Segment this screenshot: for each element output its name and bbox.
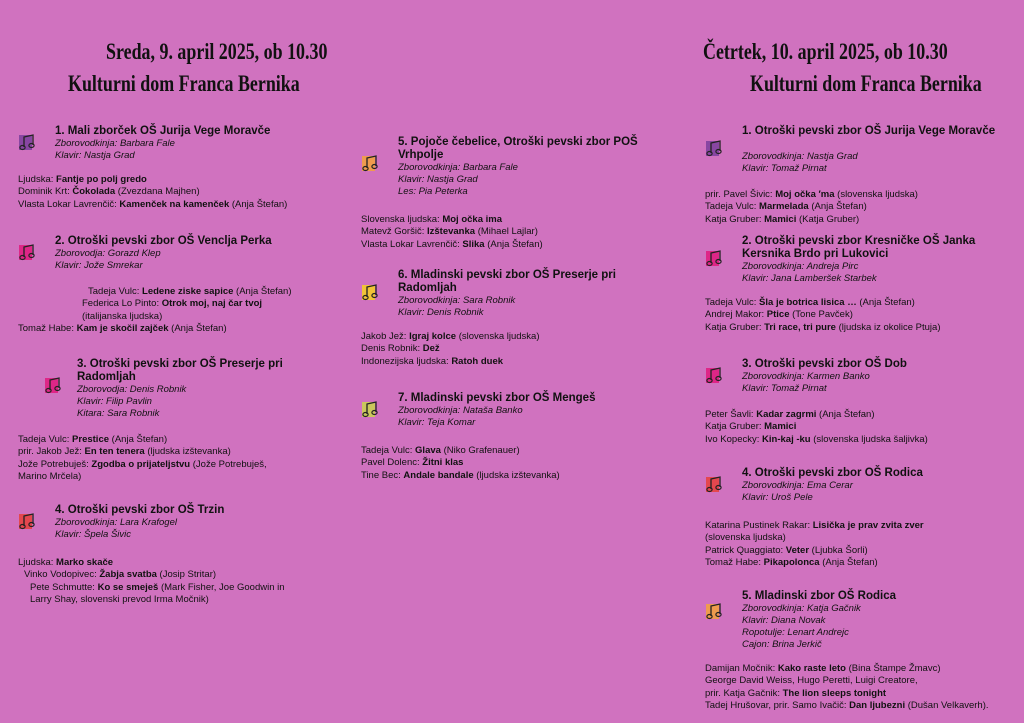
song-note: (Zvezdana Majhen) <box>115 186 200 198</box>
song-author: Ivo Kopecky: <box>705 433 763 445</box>
song-title: Dež <box>422 343 440 355</box>
song-line <box>705 189 918 201</box>
song-author: Indonezijska ljudska: <box>361 355 452 367</box>
choir-role: Klavir: Filip Pavlin <box>77 396 152 407</box>
choir-role: Klavir: Nastja Grad <box>398 174 478 185</box>
song-title: Slika <box>462 238 485 250</box>
song-author: Vinko Vodopivec: <box>24 569 100 581</box>
song-author: Patrick Quaggiato: <box>705 544 786 556</box>
music-note-icon-orange <box>705 602 722 621</box>
song-line <box>361 214 543 226</box>
choir-name: 4. Otroški pevski zbor OŠ Rodica <box>742 467 923 479</box>
song-line <box>18 459 267 471</box>
song-title: Mamici <box>764 421 797 433</box>
song-list <box>18 174 287 211</box>
song-title: Marko skače <box>56 557 114 568</box>
song-author: Vlasta Lokar Lavrenčič: <box>18 198 120 210</box>
choir-role: Zborovodkinja: Nastja Grad <box>742 151 858 162</box>
song-title: Kako raste leto <box>777 663 846 674</box>
song-note: (ljudska iz okolice Ptuja) <box>835 321 941 333</box>
song-title: Prestice <box>72 434 110 445</box>
song-author: Andrej Makor: <box>705 309 767 321</box>
song-line <box>18 594 285 606</box>
song-list <box>705 189 918 226</box>
song-line <box>705 201 918 213</box>
song-title: Lisička je prav zvita zver <box>812 520 924 531</box>
song-note: (Bina Štampe Žmavc) <box>845 663 941 674</box>
song-note: (Anja Štefan) <box>819 556 878 568</box>
song-note: (Mark Fisher, Joe Goodwin in <box>158 581 285 593</box>
choir-name: 2. Otroški pevski zbor Kresničke OŠ Janka Kersnika Brdo pri Lukovici <box>742 235 976 260</box>
choir-name: 5. Mladinski zbor OŠ Rodica <box>742 590 897 602</box>
song-line <box>361 343 539 355</box>
song-line <box>705 663 989 675</box>
song-note: (slovenska ljudska) <box>456 331 540 342</box>
choir-role: Klavir: Nastja Grad <box>55 150 135 161</box>
choir-role: Les: Pia Peterka <box>398 186 468 197</box>
song-note: Marino Mrčela) <box>18 470 82 482</box>
song-author: Matevž Goršič: <box>361 226 427 238</box>
choir-role: Zborovodkinja: Andreja Pirc <box>742 261 859 272</box>
choir-role: Klavir: Uroš Pele <box>742 492 813 503</box>
song-title: Kadar zagrmi <box>756 409 817 420</box>
song-line <box>18 434 267 446</box>
music-note-icon-magenta <box>18 243 35 262</box>
choir-name: 1. Mali zborček OŠ Jurija Vege Moravče <box>55 125 271 137</box>
choir-role: Zborovodkinja: Barbara Fale <box>398 162 518 173</box>
song-note: (Ljubka Šorli) <box>809 544 868 556</box>
song-list <box>18 286 292 335</box>
song-line <box>18 557 285 569</box>
song-line <box>18 286 292 298</box>
choir-role: Klavir: Denis Robnik <box>398 307 484 318</box>
song-author: Dominik Krt: <box>18 186 73 198</box>
song-author: Pavel Dolenc: <box>361 457 423 469</box>
song-line <box>18 323 292 335</box>
music-note-icon-lime <box>361 400 378 419</box>
choir-role: Klavir: Tomaž Pirnat <box>742 383 827 394</box>
song-line <box>361 331 539 343</box>
song-title: Dan ljubezni <box>849 699 906 711</box>
choir-role: Klavir: Tomaž Pirnat <box>742 163 827 174</box>
choir-role: Zborovodja: Gorazd Klep <box>55 248 161 259</box>
song-title: Igraj kolce <box>409 331 457 342</box>
music-note-icon-red <box>18 512 35 531</box>
song-author: Tadej Hrušovar, prir. Samo Ivačič: <box>705 699 850 711</box>
song-title: Veter <box>785 544 810 556</box>
choir-role: Ropotulje: Lenart Andrejc <box>742 627 849 638</box>
song-title: Kam je skočil zajček <box>76 322 169 334</box>
song-author: Jože Potrebuješ: <box>18 458 92 470</box>
music-note-icon-purple <box>18 133 35 152</box>
song-title: Moj očka ′ma <box>775 189 835 200</box>
song-list <box>18 557 285 606</box>
choir-role: Klavir: Špela Šivic <box>55 529 132 540</box>
song-line <box>705 700 989 712</box>
music-note-icon-orange <box>361 154 378 173</box>
song-title: Tri race, tri pure <box>764 321 836 333</box>
choir-name: 3. Otroški pevski zbor OŠ Dob <box>742 358 907 370</box>
song-line <box>18 174 287 186</box>
choir-role: Zborovodkinja: Karmen Banko <box>742 371 870 382</box>
choir-role: Kitara: Sara Robnik <box>77 408 160 419</box>
song-line <box>705 434 928 446</box>
song-line <box>705 532 924 544</box>
song-note: (italijanska ljudska) <box>82 310 163 322</box>
song-title: Ratoh duek <box>451 355 504 367</box>
song-author: Tadeja Vulc: <box>361 445 416 456</box>
choir-name: 5. Pojoče čebelice, Otroški pevski zbor POŠ Vrhpolje <box>398 136 638 161</box>
music-note-icon-magenta <box>705 249 722 268</box>
song-line <box>705 322 941 334</box>
song-line <box>18 582 285 594</box>
song-author: Tomaž Habe: <box>705 556 764 568</box>
choir-role: Zborovodkinja: Nataša Banko <box>398 405 523 416</box>
song-author: prir. Jakob Jež: <box>18 446 85 458</box>
song-title: Marmelada <box>759 201 809 213</box>
song-note: (Jože Potrebuješ, <box>190 458 267 470</box>
song-note: George David Weiss, Hugo Peretti, Luigi Creatore, <box>705 675 918 687</box>
song-note: (Anja Štefan) <box>233 286 292 297</box>
song-title: Ko se smeješ <box>97 581 159 593</box>
song-line <box>361 356 539 368</box>
song-author: Katja Gruber: <box>705 321 765 333</box>
choir-role: Zborovodja: Denis Robnik <box>77 384 187 395</box>
song-line <box>705 409 928 421</box>
choir-name: 4. Otroški pevski zbor OŠ Trzin <box>55 504 225 516</box>
song-note: (Dušan Velkaverh). <box>905 699 989 711</box>
song-note: (ljudska izštevanka) <box>473 469 560 481</box>
choir-role: Klavir: Diana Novak <box>742 615 826 626</box>
song-title: Ledene ziske sapice <box>142 286 234 297</box>
song-author: Peter Šavli: <box>705 409 757 420</box>
song-title: Ptice <box>766 309 790 321</box>
song-note: (slovenska ljudska) <box>705 532 786 544</box>
song-note: (Katja Gruber) <box>796 213 860 225</box>
song-note: (Anja Štefan) <box>109 434 168 445</box>
song-author: Tadeja Vulc: <box>88 286 143 297</box>
song-title: Žitni klas <box>422 457 464 469</box>
song-line <box>705 309 941 321</box>
song-line <box>705 214 918 226</box>
song-line <box>18 311 292 323</box>
song-line <box>361 239 543 251</box>
song-title: Žabja svatba <box>99 569 157 581</box>
song-title: Otrok moj, naj čar tvoj <box>161 298 263 310</box>
song-title: Kamenček na kamenček <box>119 198 230 210</box>
choir-name: 1. Otroški pevski zbor OŠ Jurija Vege Moravče <box>742 125 996 137</box>
song-line <box>705 520 924 532</box>
song-author: Vlasta Lokar Lavrenčič: <box>361 238 463 250</box>
song-author: Tadeja Vulc: <box>18 434 73 445</box>
song-author: Ljudska: <box>18 174 57 185</box>
song-line <box>361 470 560 482</box>
choir-role: Zborovodkinja: Ema Cerar <box>742 480 853 491</box>
song-note: (Anja Štefan) <box>168 322 227 334</box>
song-line <box>705 688 989 700</box>
song-title: Mamici <box>764 213 797 225</box>
song-line <box>361 445 560 457</box>
choir-role: Zborovodkinja: Sara Robnik <box>398 295 516 306</box>
song-note: (ljudska izštevanka) <box>144 446 231 458</box>
music-note-icon-magenta <box>705 366 722 385</box>
song-list <box>705 663 989 712</box>
song-author: Pete Schmutte: <box>30 581 98 593</box>
choir-name: 6. Mladinski pevski zbor OŠ Preserje pri Radomljah <box>398 269 616 294</box>
song-author: Denis Robnik: <box>361 343 423 355</box>
song-author: Federica Lo Pinto: <box>82 298 162 310</box>
song-title: Pikapolonca <box>763 556 820 568</box>
song-line <box>18 569 285 581</box>
choir-role: Zborovodkinja: Barbara Fale <box>55 138 175 149</box>
music-note-icon-yellow <box>361 283 378 302</box>
song-list <box>705 297 941 334</box>
song-author: Jakob Jež: <box>361 331 410 342</box>
song-title: Fantje po polj gredo <box>56 174 147 185</box>
song-note: (slovenska ljudska šaljivka) <box>810 433 928 445</box>
song-author: Katja Gruber: <box>705 421 765 433</box>
song-title: Šla je botrica lisica … <box>759 297 857 308</box>
song-author: Damijan Močnik: <box>705 663 778 674</box>
song-list <box>705 409 928 446</box>
song-author: Katja Gruber: <box>705 213 765 225</box>
song-note: (Anja Štefan) <box>816 409 875 420</box>
song-line <box>18 199 287 211</box>
song-note: (slovenska ljudska) <box>834 189 918 200</box>
song-note: (Anja Štefan) <box>856 297 915 308</box>
song-list <box>361 445 560 482</box>
choir-role: Cajon: Brina Jerkič <box>742 639 822 650</box>
choir-name: 7. Mladinski pevski zbor OŠ Mengeš <box>398 392 596 404</box>
song-title: Kin-kaj -ku <box>762 433 811 445</box>
music-note-icon-magenta <box>44 376 61 395</box>
music-note-icon-red <box>705 475 722 494</box>
song-author: Tine Bec: <box>361 469 404 481</box>
choir-role: Klavir: Teja Komar <box>398 417 476 428</box>
song-title: Izštevanka <box>427 226 476 238</box>
song-note: (Anja Štefan) <box>808 201 867 213</box>
choir-role: Klavir: Jože Smrekar <box>55 260 143 271</box>
song-line <box>705 421 928 433</box>
song-author: Tadeja Vulc: <box>705 297 760 308</box>
song-author: prir. Katja Gačnik: <box>705 687 783 699</box>
song-note: (Josip Stritar) <box>156 569 217 581</box>
song-list <box>361 331 539 368</box>
song-author: Slovenska ljudska: <box>361 214 443 225</box>
song-note: (Niko Grafenauer) <box>440 445 520 456</box>
song-line <box>705 675 989 687</box>
song-line <box>18 186 287 198</box>
song-title: Glava <box>415 445 441 456</box>
song-list <box>361 214 543 251</box>
choir-role: Zborovodkinja: Katja Gačnik <box>742 603 861 614</box>
song-line <box>705 557 924 569</box>
song-author: Tomaž Habe: <box>18 322 77 334</box>
song-line <box>705 297 941 309</box>
song-title: Andale bandale <box>403 469 474 481</box>
song-line <box>18 298 292 310</box>
song-title: Moj očka ima <box>442 214 502 225</box>
song-title: Čokolada <box>72 186 116 198</box>
choir-role: Klavir: Jana Lamberšek Starbek <box>742 273 877 284</box>
song-title: En ten tenera <box>84 446 145 458</box>
song-list <box>18 434 267 483</box>
song-line <box>361 226 543 238</box>
song-title: The lion sleeps tonight <box>782 687 887 699</box>
song-title: Zgodba o prijateljstvu <box>91 458 191 470</box>
choir-role: Zborovodkinja: Lara Krafogel <box>55 517 177 528</box>
song-author: Ljudska: <box>18 557 57 568</box>
day1-title: Sreda, 9. april 2025, ob 10.30 <box>106 39 328 64</box>
music-note-icon-purple <box>705 139 722 158</box>
song-note: Larry Shay, slovenski prevod Irma Močnik) <box>30 593 209 605</box>
song-list <box>705 520 924 569</box>
song-author: Tadeja Vulc: <box>705 201 760 213</box>
song-line <box>361 457 560 469</box>
choir-name: 3. Otroški pevski zbor OŠ Preserje pri Radomljah <box>77 358 283 383</box>
song-line <box>18 471 267 483</box>
song-line <box>705 545 924 557</box>
song-note: (Tone Pavček) <box>789 309 853 321</box>
day2-venue: Kulturni dom Franca Bernika <box>750 71 982 96</box>
day1-venue: Kulturni dom Franca Bernika <box>68 71 300 96</box>
song-note: (Anja Štefan) <box>229 198 288 210</box>
song-author: Katarina Pustinek Rakar: <box>705 520 813 531</box>
song-note: (Anja Štefan) <box>484 238 543 250</box>
day2-title: Četrtek, 10. april 2025, ob 10.30 <box>703 39 948 64</box>
song-note: (Mihael Lajlar) <box>475 226 538 238</box>
choir-name: 2. Otroški pevski zbor OŠ Venclja Perka <box>55 235 272 247</box>
song-author: prir. Pavel Šivic: <box>705 189 776 200</box>
song-line <box>18 446 267 458</box>
